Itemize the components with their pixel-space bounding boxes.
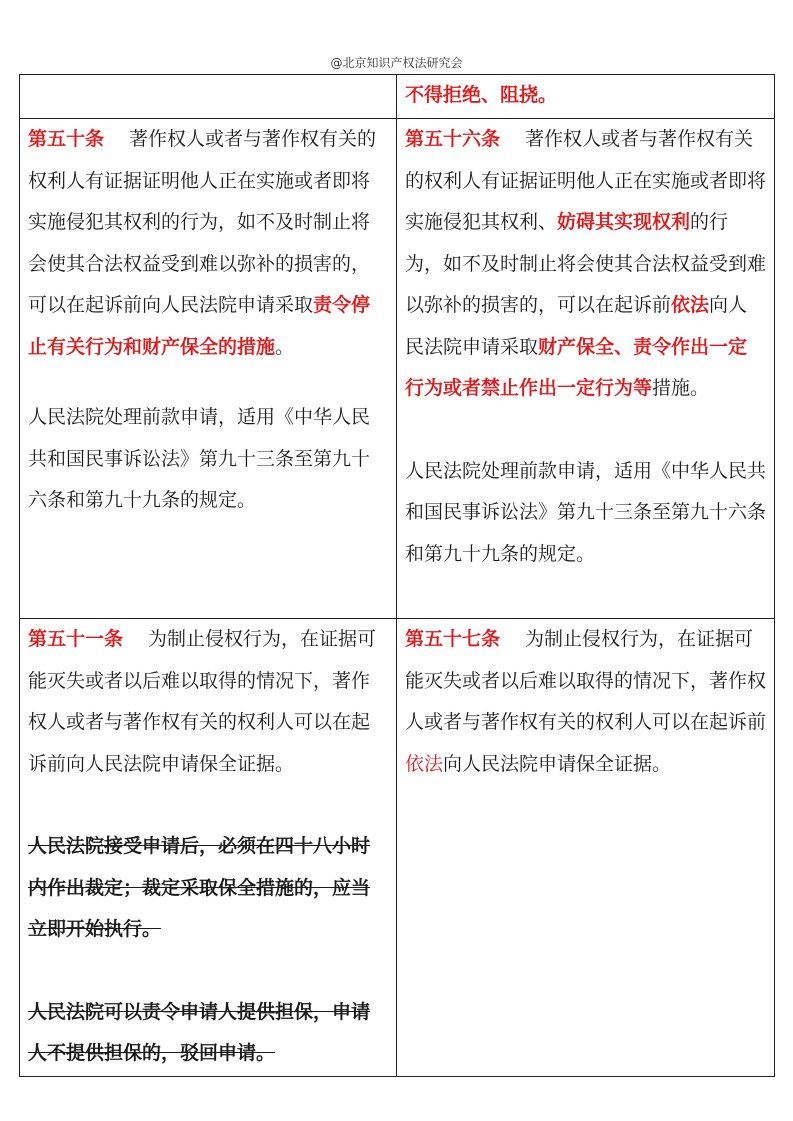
added-text: 妨碍其实现权利 [557,211,691,233]
added-text: 依法 [405,752,444,775]
article-title: 第五十七条 [405,628,501,650]
article-text: 为制止侵权行为，在证据可能灭失或者以后难以取得的情况下，著作权人或者与著作权有关的权利人可以在起诉前向人民法院申请保全证据。 [28,628,377,775]
article-paragraph: 人民法院处理前款申请，适用《中华人民共和国民事诉讼法》第九十三条至第九十六条和第九十九条的规定。 [28,406,371,511]
article-paragraph: 人民法院处理前款申请，适用《中华人民共和国民事诉讼法》第九十三条至第九十六条和第九十九条的规定。 [405,459,767,565]
article-text: 著作权人或者与著作权有关的权利人有证据证明他人正在实施或者即将实施侵犯其权利、 [405,128,767,233]
added-text: 财产保全、责令作出一定行为或者禁止作出一定行为等 [405,335,748,399]
table-row [20,119,775,619]
new-law-cell [397,119,775,619]
article-paragraph [405,619,766,785]
deleted-paragraph [28,826,388,951]
highlighted-text: 责令停止有关行为和财产保全的措施 [28,294,371,358]
deleted-text: 人民法院可以责令申请人提供担保，申请人不提供担保的，驳回申请。 [28,1000,371,1064]
deleted-paragraph [28,992,388,1075]
added-text: 不得拒绝、阻挠。 [405,84,558,106]
table-row [20,75,775,119]
page-header: @北京知识产权法研究会 [330,56,463,70]
article-text: 。 [275,335,295,358]
article-title: 第五十条 [28,128,105,150]
article-text: 措施。 [652,377,710,399]
article-title: 第五十一条 [28,628,124,650]
old-law-cell [20,75,397,119]
article-title: 第五十六条 [405,128,501,150]
table-row [20,619,775,1077]
article-text: 向人民法院申请保全证据。 [443,752,672,775]
comparison-table [19,74,775,1077]
old-law-cell [20,619,397,1077]
article-text: 的行为，如不及时制止将会使其合法权益受到难以弥补的损害的，可以在起诉前 [405,211,767,316]
article-paragraph [28,119,388,368]
article-text: 为制止侵权行为，在证据可能灭失或者以后难以取得的情况下，著作权人或者与著作权有关的权利人可以在起诉前 [405,628,767,733]
added-text: 依法 [671,294,710,316]
article-text: 著作权人或者与著作权有关的权利人有证据证明他人正在实施或者即将实施侵犯其权利的行为，如不及时制止将会使其合法权益受到难以弥补的损害的，可以在起诉前向人民法院申请采取 [28,128,377,316]
article-paragraph [28,619,388,785]
old-law-cell [20,119,397,619]
deleted-text: 人民法院接受申请后，必须在四十八小时内作出裁定；裁定采取保全措施的，应当立即开始执行。 [28,835,371,940]
article-text: 向人民法院申请采取 [405,294,748,358]
new-law-cell [397,75,775,119]
new-law-cell [397,619,775,1077]
article-paragraph [405,119,766,410]
